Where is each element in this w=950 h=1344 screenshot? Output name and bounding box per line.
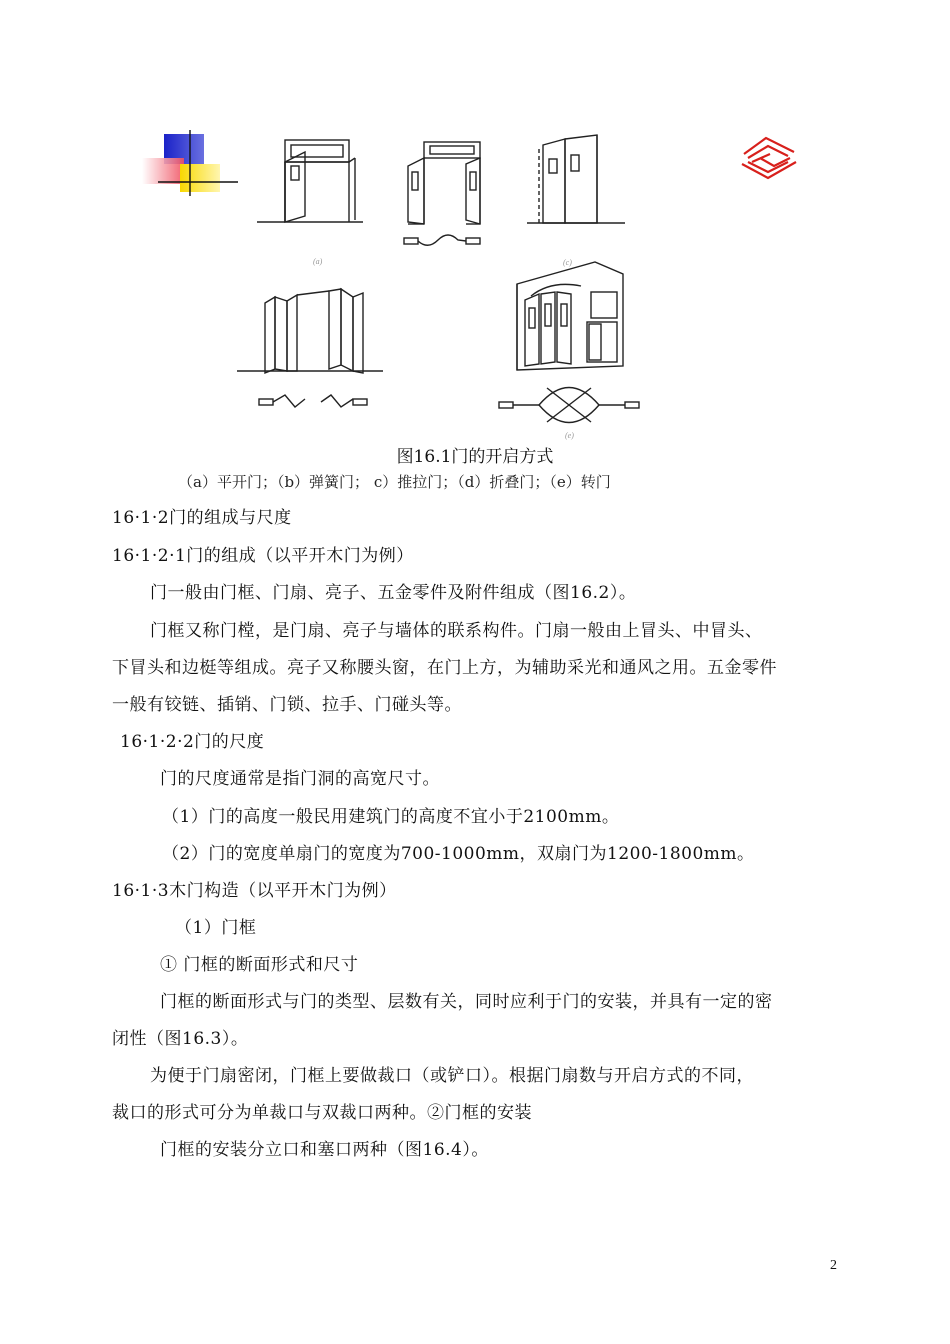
figure-b-spring-door: [400, 140, 490, 260]
heading-16-1-2-1: 16·1·2·1门的组成（以平开木门为例）: [112, 546, 414, 566]
figure-e-label: (e): [565, 431, 574, 440]
heading-16-1-2-2: 16·1·2·2门的尺度: [120, 732, 265, 752]
heading-16-1-3: 16·1·3木门构造（以平开木门为例）: [112, 881, 397, 901]
figure-c-label: (c): [563, 258, 572, 267]
paragraph-frame-section-line1: 门框的断面形式与门的类型、层数有关，同时应利于门的安装，并具有一定的密: [160, 992, 773, 1012]
figure-e-revolving-door: [495, 260, 645, 440]
subheading-frame-section: ① 门框的断面形式和尺寸: [160, 955, 359, 975]
paragraph-frame-installation: 门框的安装分立口和塞口两种（图16.4）。: [160, 1140, 489, 1160]
paragraph-rebate-line1: 为便于门扇密闭，门框上要做裁口（或铲口）。根据门扇数与开启方式的不同，: [150, 1066, 754, 1086]
paragraph-frame-section-line2: 闭性（图16.3）。: [112, 1029, 249, 1049]
paragraph-door-height: （1）门的高度一般民用建筑门的高度不宜小于2100mm。: [162, 807, 620, 827]
paragraph-door-frame-line2: 下冒头和边梃等组成。亮子又称腰头窗，在门上方，为辅助采光和通风之用。五金零件: [112, 658, 777, 678]
heading-16-1-2: 16·1·2门的组成与尺度: [112, 508, 292, 528]
paragraph-rebate-line2: 裁口的形式可分为单裁口与双裁口两种。②门框的安装: [112, 1103, 532, 1123]
figure-a-swing-door: [255, 138, 365, 268]
figure-caption: 图16.1门的开启方式: [396, 447, 554, 467]
publisher-logo-icon: [738, 132, 800, 182]
page-number: 2: [830, 1258, 837, 1273]
paragraph-door-frame-line1: 门框又称门樘，是门扇、亮子与墙体的联系构件。门扇一般由上冒头、中冒头、: [150, 621, 763, 641]
paragraph-door-width: （2）门的宽度单扇门的宽度为700-1000mm，双扇门为1200-1800mm。: [162, 844, 755, 864]
paragraph-door-scale: 门的尺度通常是指门洞的高宽尺寸。: [160, 769, 440, 789]
paragraph-door-frame-line3: 一般有铰链、插销、门锁、拉手、门碰头等。: [112, 695, 462, 715]
paragraph-door-composition: 门一般由门框、门扇、亮子、五金零件及附件组成（图16.2）。: [150, 583, 637, 603]
subheading-door-frame: （1）门框: [175, 918, 257, 938]
figure-d-folding-door: [235, 285, 385, 435]
figure-a-label: (a): [313, 257, 323, 266]
figure-subcaption: （a）平开门；（b）弹簧门； c）推拉门；（d）折叠门；（e）转门: [178, 473, 611, 491]
decorative-squares-icon: [140, 130, 240, 200]
figure-c-sliding-door: [525, 135, 635, 265]
